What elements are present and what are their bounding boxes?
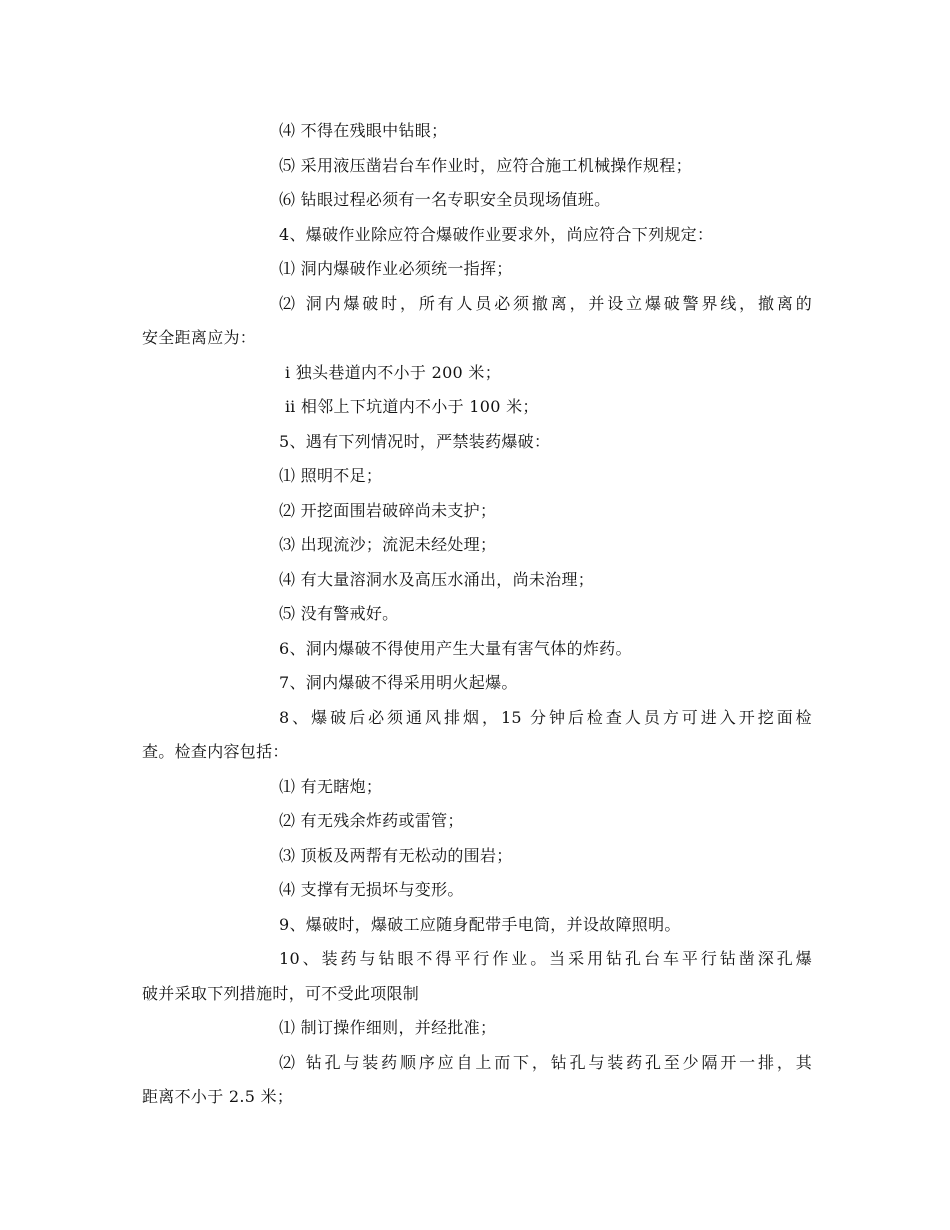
list-item-evacuation: ⑵ 洞内爆破时，所有人员必须撤离，并设立爆破警界线，撤离的	[279, 293, 812, 313]
section-heading-9: 9、爆破时，爆破工应随身配带手电筒，并设故障照明。	[279, 914, 681, 934]
section-heading-4: 4、爆破作业除应符合爆破作业要求外，尚应符合下列规定：	[279, 224, 714, 244]
list-item-karst-water: ⑷ 有大量溶洞水及高压水涌出，尚未治理；	[279, 569, 595, 589]
section-heading-10: 10、装药与钻眼不得平行作业。当采用钻孔台车平行钻凿深孔爆	[279, 949, 812, 968]
section-heading-8: 8、爆破后必须通风排烟，15 分钟后检查人员方可进入开挖面检	[279, 707, 812, 727]
list-item-drilling-sequence-continued: 距离不小于 2.5 米；	[142, 1087, 294, 1106]
list-item-drilling-sequence: ⑵ 钻孔与装药顺序应自上而下，钻孔与装药孔至少隔开一排，其	[279, 1052, 812, 1072]
list-item-evacuation-continued: 安全距离应为：	[142, 328, 257, 347]
list-item-operation-rules: ⑴ 制订操作细则，并经批准；	[279, 1018, 497, 1037]
list-item-support-damage: ⑷ 支撑有无损坏与变形。	[279, 880, 464, 899]
list-item-no-drilling-residual-holes: ⑷ 不得在残眼中钻眼；	[279, 121, 448, 140]
section-heading-8-continued: 查。检查内容包括：	[142, 742, 289, 761]
document-body	[142, 114, 812, 1115]
list-item-quicksand: ⑶ 出现流沙；流泥未经处理；	[279, 535, 497, 554]
list-item-hydraulic-drill-rig: ⑸ 采用液压凿岩台车作业时，应符合施工机械操作规程；	[279, 155, 692, 175]
list-item-insufficient-lighting: ⑴ 照明不足；	[279, 466, 383, 485]
section-heading-7: 7、洞内爆破不得采用明火起爆。	[279, 673, 518, 692]
sub-item-single-roadway: ⅰ 独头巷道内不小于 200 米；	[285, 362, 502, 382]
list-item-no-guard: ⑸ 没有警戒好。	[279, 604, 399, 623]
list-item-residual-explosives: ⑵ 有无残余炸药或雷管；	[279, 811, 464, 830]
list-item-loose-rock: ⑶ 顶板及两帮有无松动的围岩；	[279, 845, 513, 865]
list-item-unsupported-rock: ⑵ 开挖面围岩破碎尚未支护；	[279, 500, 497, 520]
list-item-unified-command: ⑴ 洞内爆破作业必须统一指挥；	[279, 259, 513, 278]
section-heading-10-continued: 破并采取下列措施时，可不受此项限制	[142, 983, 420, 1003]
list-item-misfire: ⑴ 有无瞎炮；	[279, 776, 383, 796]
list-item-safety-officer-on-duty: ⑹ 钻眼过程必须有一名专职安全员现场值班。	[279, 190, 611, 209]
section-heading-6: 6、洞内爆破不得使用产生大量有害气体的炸药。	[279, 638, 632, 658]
section-heading-5: 5、遇有下列情况时，严禁装药爆破：	[279, 431, 551, 451]
sub-item-adjacent-tunnels: ⅱ 相邻上下坑道内不小于 100 米；	[285, 397, 539, 416]
